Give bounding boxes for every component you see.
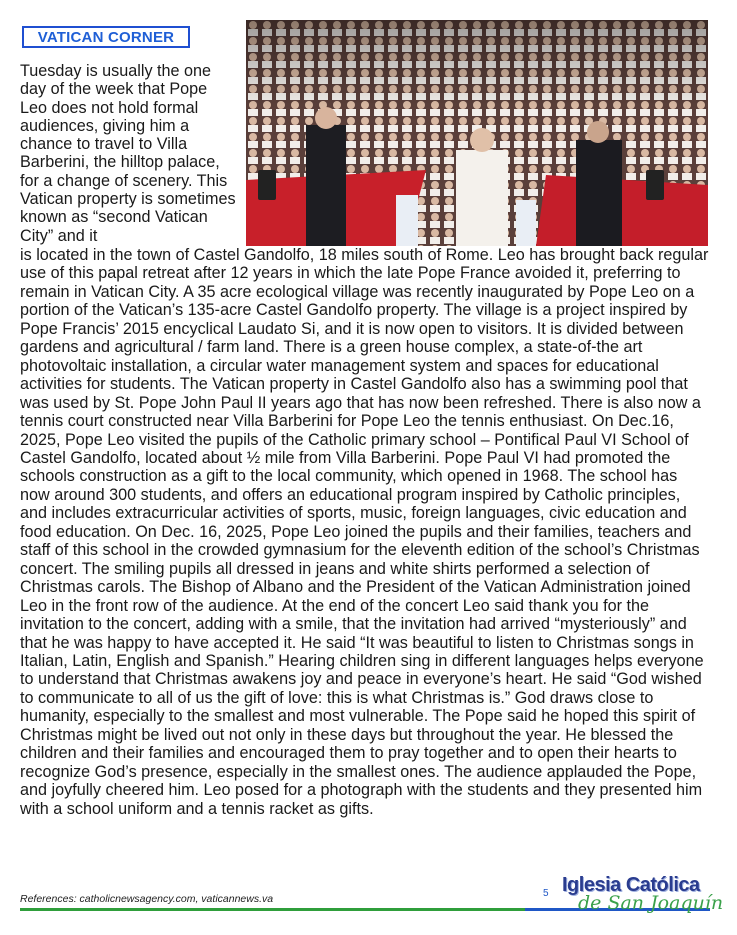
article-intro-column: Tuesday is usually the one day of the week that Pope Leo does not hold formal audiences, giving him a chance to travel to Villa Barberini, the hilltop palace, for a change of scenery. This Vatican property is sometimes known as “second Vatican City” and it	[20, 62, 236, 245]
parish-logo	[560, 874, 724, 920]
references-line: References: catholicnewsagency.com, vaticannews.va	[20, 893, 274, 905]
logo-line2: de San Joaquín	[578, 892, 724, 914]
crowd-photo-illustration	[246, 20, 708, 246]
article-body: is located in the town of Castel Gandolfo, 18 miles south of Rome. Leo has brought back regular use of this papal retreat after 12 years in which the late Pope France avoided it, preferring to remain in Vatican City. A 35 acre ecological village was recently inaugurated by Pope Leo on a portion of the Vatican’s 135-acre Castel Gandolfo property. The village is a project inspired by Pope Francis’ 2015 encyclical Laudato Si, and it is now open to visitors. It is divided between gardens and agricultural / farm land. There is a green house complex, a state-of-the art photovoltaic installation, a circular water management system and spaces for educational activities for students. The Vatican property in Castel Gandolfo also has a swimming pool that was used by St. Pope John Paul II years ago that has now been refreshed. There is also now a tennis court constructed near Villa Barberini for Pope Leo the tennis enthusiast. On Dec.16, 2025, Pope Leo visited the pupils of the Catholic primary school – Pontifical Paul VI School of Castel Gandolfo, located about ½ mile from Villa Barberini. Pope Paul VI had promoted the schools construction as a gift to the local community, which opened in 1968. The school has now around 300 students, and offers an educational program inspired by Catholic principles, and includes extracurricular activities of sports, music, foreign languages, civic education and food education. On Dec. 16, 2025, Pope Leo joined the pupils and their families, teachers and staff of this school in the crowded gymnasium for the eleventh edition of the school’s Christmas concert. The smiling pupils all dressed in jeans and white shirts performed a selection of Christmas carols. The Bishop of Albano and the President of the Vatican Administration joined Leo in the front row of the audience. At the end of the concert Leo said thank you for the invitation to the concert, adding with a smile, that the invitation had arrived “mysteriously” and that he was happy to have accepted it. He said “It was beautiful to listen to Christmas songs in Italian, Latin, English and Spanish.” Hearing children sing in different languages helps everyone to understand that Christmas awakens joy and peace in everyone’s heart. He said “God wished to communicate to all of us the gift of love: this is what Christmas is.” God draws close to humanity, especially to the smallest and most vulnerable. The Pope said he hoped this spirit of Christmas might be lived out not only in these days but throughout the year. He blessed the children and their families and encouraged them to pray together and to open their hearts to recognize God’s presence, especially in the smallest ones. The audience applauded the Pope, and joyfully cheered him. Leo posed for a photograph with the students and they presented him with a school uniform and a tennis racket as gifts.	[20, 246, 709, 818]
section-label: VATICAN CORNER	[22, 26, 190, 48]
page-number: 5	[543, 888, 549, 899]
logo-line1: Iglesia Católica	[562, 874, 700, 896]
footer-rule-green	[20, 908, 525, 911]
article-photo	[246, 20, 708, 246]
